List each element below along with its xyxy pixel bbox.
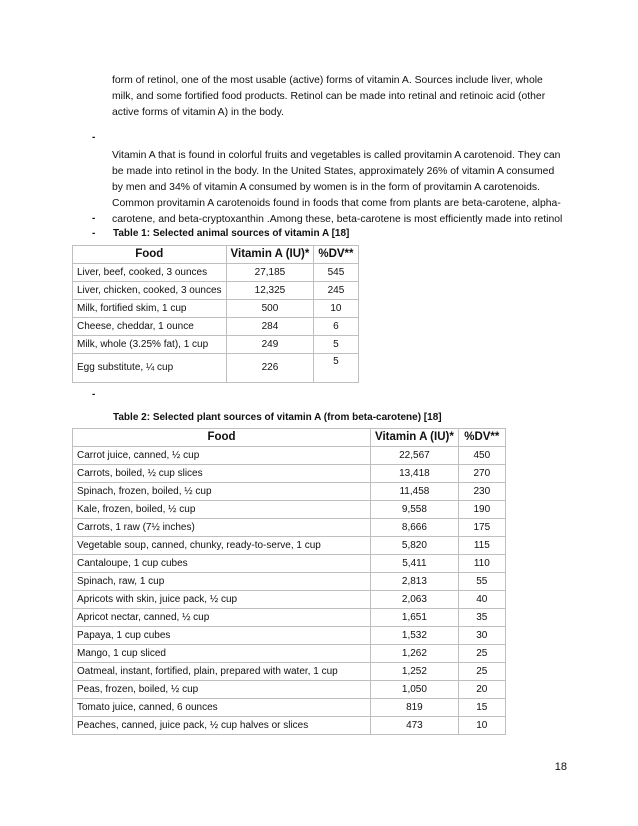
iu-cell: 9,558	[371, 501, 459, 519]
dv-cell: 10	[458, 717, 505, 735]
table1-caption: Table 1: Selected animal sources of vitamin A [18]	[113, 228, 350, 239]
bullet-mark: -	[92, 132, 96, 143]
table-header-row	[73, 429, 506, 447]
dv-cell: 175	[458, 519, 505, 537]
table-row	[73, 483, 506, 501]
table-header-row	[73, 246, 359, 264]
table-row	[73, 555, 506, 573]
dv-cell: 25	[458, 663, 505, 681]
dv-cell: 110	[458, 555, 505, 573]
dv-cell: 10	[314, 300, 358, 318]
table2-caption: Table 2: Selected plant sources of vitamin A (from beta-carotene) [18]	[113, 412, 442, 423]
column-header: Food	[73, 429, 371, 447]
iu-cell: 819	[371, 699, 459, 717]
food-cell: Milk, fortified skim, 1 cup	[73, 300, 227, 318]
food-cell: Egg substitute, ¼ cup	[73, 354, 227, 383]
table-row	[73, 519, 506, 537]
table-row	[73, 663, 506, 681]
iu-cell: 5,411	[371, 555, 459, 573]
food-cell: Liver, beef, cooked, 3 ounces	[73, 264, 227, 282]
iu-cell: 2,813	[371, 573, 459, 591]
dv-cell: 20	[458, 681, 505, 699]
dv-cell: 25	[458, 645, 505, 663]
iu-cell: 500	[226, 300, 314, 318]
dv-cell: 245	[314, 282, 358, 300]
table-row	[73, 573, 506, 591]
food-cell: Apricots with skin, juice pack, ½ cup	[73, 591, 371, 609]
dv-cell: 5	[314, 354, 358, 383]
food-cell: Mango, 1 cup sliced	[73, 645, 371, 663]
iu-cell: 8,666	[371, 519, 459, 537]
dv-cell: 40	[458, 591, 505, 609]
iu-cell: 5,820	[371, 537, 459, 555]
food-cell: Carrots, 1 raw (7½ inches)	[73, 519, 371, 537]
iu-cell: 12,325	[226, 282, 314, 300]
iu-cell: 1,651	[371, 609, 459, 627]
food-cell: Spinach, raw, 1 cup	[73, 573, 371, 591]
dv-cell: 190	[458, 501, 505, 519]
animal-sources-table	[72, 245, 359, 383]
table-row	[73, 627, 506, 645]
dv-cell: 6	[314, 318, 358, 336]
bullet-mark: -	[92, 228, 96, 239]
iu-cell: 13,418	[371, 465, 459, 483]
iu-cell: 473	[371, 717, 459, 735]
table-row	[73, 465, 506, 483]
dv-cell: 15	[458, 699, 505, 717]
dv-cell: 55	[458, 573, 505, 591]
table-row	[73, 699, 506, 717]
food-cell: Tomato juice, canned, 6 ounces	[73, 699, 371, 717]
food-cell: Peas, frozen, boiled, ½ cup	[73, 681, 371, 699]
dv-cell: 115	[458, 537, 505, 555]
food-cell: Carrots, boiled, ½ cup slices	[73, 465, 371, 483]
food-cell: Vegetable soup, canned, chunky, ready-to-serve, 1 cup	[73, 537, 371, 555]
food-cell: Apricot nectar, canned, ½ cup	[73, 609, 371, 627]
bullet-mark: -	[92, 389, 96, 400]
paragraph-retinol: form of retinol, one of the most usable (active) forms of vitamin A. Sources include liver, whole milk, and some fortified food products. Retinol can be made into retinal and retinoic acid (other active forms of vitamin A) in the body.	[112, 75, 546, 118]
column-header: %DV**	[458, 429, 505, 447]
column-header: Vitamin A (IU)*	[226, 246, 314, 264]
food-cell: Oatmeal, instant, fortified, plain, prepared with water, 1 cup	[73, 663, 371, 681]
table-row	[73, 609, 506, 627]
bullet-mark: -	[92, 213, 96, 224]
food-cell: Spinach, frozen, boiled, ½ cup	[73, 483, 371, 501]
food-cell: Kale, frozen, boiled, ½ cup	[73, 501, 371, 519]
page-number: 18	[554, 761, 567, 773]
iu-cell: 249	[226, 336, 314, 354]
food-cell: Papaya, 1 cup cubes	[73, 627, 371, 645]
table-row	[73, 717, 506, 735]
dv-cell: 270	[458, 465, 505, 483]
table-row	[73, 282, 359, 300]
dv-cell: 545	[314, 264, 358, 282]
table-row	[73, 501, 506, 519]
table-row	[73, 336, 359, 354]
food-cell: Milk, whole (3.25% fat), 1 cup	[73, 336, 227, 354]
iu-cell: 27,185	[226, 264, 314, 282]
food-cell: Liver, chicken, cooked, 3 ounces	[73, 282, 227, 300]
iu-cell: 1,252	[371, 663, 459, 681]
column-header: %DV**	[314, 246, 358, 264]
dv-cell: 30	[458, 627, 505, 645]
iu-cell: 1,532	[371, 627, 459, 645]
dv-cell: 230	[458, 483, 505, 501]
table-row	[73, 681, 506, 699]
table-row	[73, 591, 506, 609]
iu-cell: 11,458	[371, 483, 459, 501]
dv-cell: 35	[458, 609, 505, 627]
table-row	[73, 264, 359, 282]
table-row	[73, 300, 359, 318]
food-cell: Peaches, canned, juice pack, ½ cup halves or slices	[73, 717, 371, 735]
plant-sources-table	[72, 428, 506, 735]
dv-cell: 5	[314, 336, 358, 354]
iu-cell: 284	[226, 318, 314, 336]
column-header: Vitamin A (IU)*	[371, 429, 459, 447]
dv-cell: 450	[458, 447, 505, 465]
column-header: Food	[73, 246, 227, 264]
food-cell: Cantaloupe, 1 cup cubes	[73, 555, 371, 573]
paragraph-provitamin: Vitamin A that is found in colorful fruits and vegetables is called provitamin A carotenoid. They can be made into retinol in the body. In the United States, approximately 26% of vitamin A consumed by men and 34% of vitamin A consumed by women is in the form of provitamin A carotenoids. Common provitamin A carotenoids found in foods that come from plants are beta-carotene, alpha-carotene, and beta-cryptoxanthin .Among these, beta-carotene is most efficiently made into retinol	[112, 150, 563, 225]
food-cell: Carrot juice, canned, ½ cup	[73, 447, 371, 465]
food-cell: Cheese, cheddar, 1 ounce	[73, 318, 227, 336]
iu-cell: 1,050	[371, 681, 459, 699]
iu-cell: 22,567	[371, 447, 459, 465]
table-row	[73, 537, 506, 555]
iu-cell: 1,262	[371, 645, 459, 663]
table-row	[73, 447, 506, 465]
iu-cell: 2,063	[371, 591, 459, 609]
iu-cell: 226	[226, 354, 314, 383]
table-row	[73, 318, 359, 336]
table-row	[73, 645, 506, 663]
table-row	[73, 354, 359, 383]
